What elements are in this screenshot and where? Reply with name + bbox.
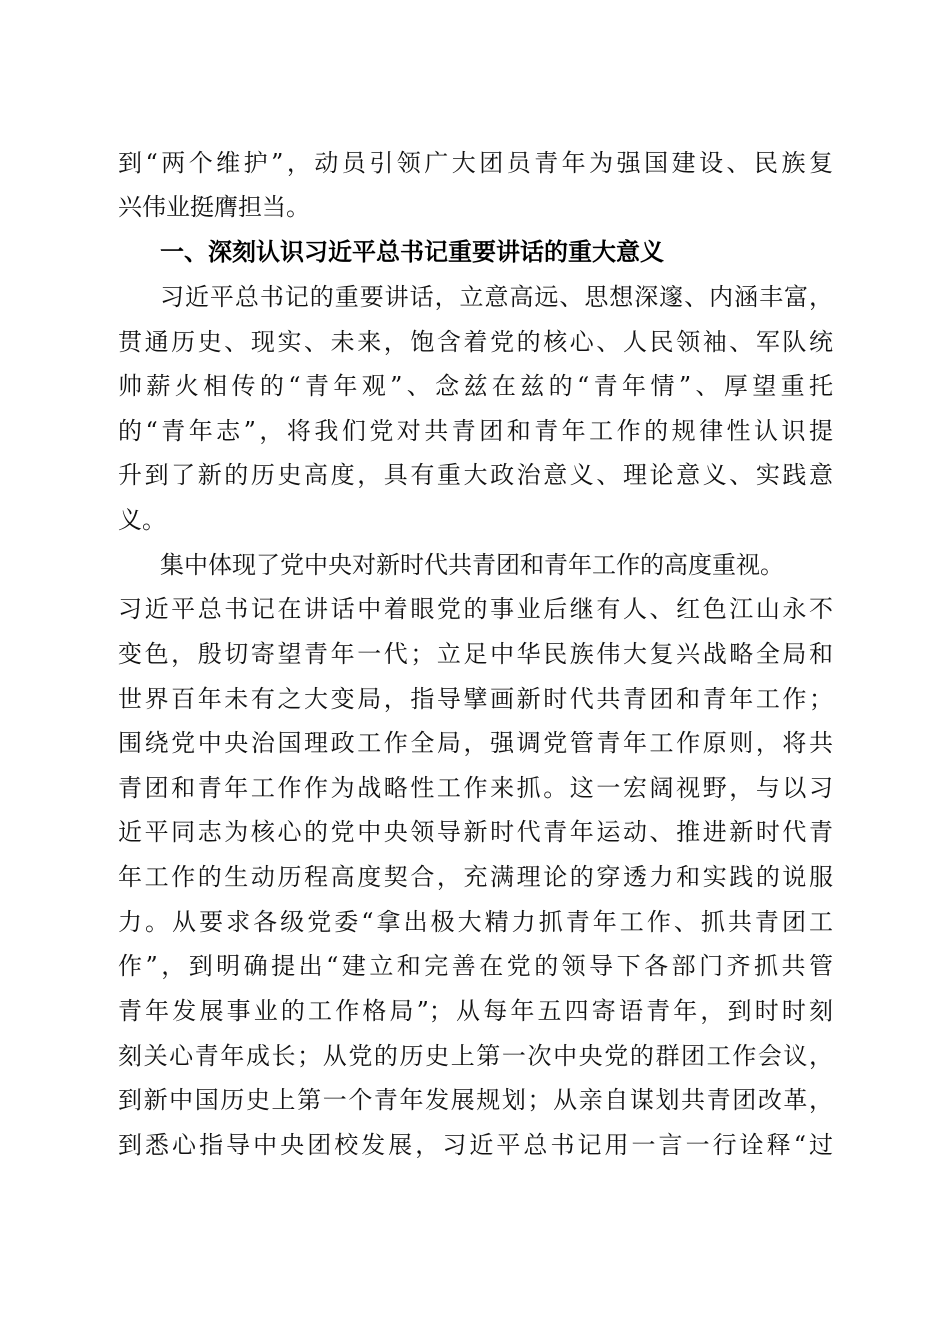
text-line: 近平同志为核心的党中央领导新时代青年运动、推进新时代青: [118, 818, 833, 846]
text-line: 青年发展事业的工作格局”；从每年五四寄语青年，到时时刻: [118, 997, 833, 1025]
text-line: 青团和青年工作作为战略性工作来抓。这一宏阔视野，与以习: [118, 774, 833, 802]
text-line: 集中体现了党中央对新时代共青团和青年工作的高度重视。: [160, 551, 784, 579]
text-line: 作”，到明确提出“建立和完善在党的领导下各部门齐抓共管: [118, 952, 833, 980]
text-line: 习近平总书记的重要讲话，立意高远、思想深邃、内涵丰富，: [160, 283, 833, 311]
text-line: 习近平总书记在讲话中着眼党的事业后继有人、红色江山永不: [118, 595, 833, 623]
text-line: 兴伟业挺膺担当。: [118, 193, 310, 221]
text-line: 世界百年未有之大变局，指导擘画新时代共青团和青年工作；: [118, 685, 833, 713]
text-line: 到悉心指导中央团校发展，习近平总书记用一言一行诠释“过: [118, 1131, 833, 1159]
text-line: 升到了新的历史高度，具有重大政治意义、理论意义、实践意: [118, 461, 833, 489]
text-line: 刻关心青年成长；从党的历史上第一次中央党的群团工作会议，: [118, 1042, 833, 1070]
text-line: 贯通历史、现实、未来，饱含着党的核心、人民领袖、军队统: [118, 328, 833, 356]
text-line: 围绕党中央治国理政工作全局，强调党管青年工作原则，将共: [118, 729, 833, 757]
section-heading: 一、深刻认识习近平总书记重要讲话的重大意义: [160, 238, 664, 266]
text-line: 帅薪火相传的“青年观”、念兹在兹的“青年情”、厚望重托: [118, 372, 833, 400]
text-line: 义。: [118, 506, 166, 534]
text-line: 的“青年志”，将我们党对共青团和青年工作的规律性认识提: [118, 417, 833, 445]
text-line: 变色，殷切寄望青年一代；立足中华民族伟大复兴战略全局和: [118, 640, 833, 668]
text-line: 到新中国历史上第一个青年发展规划；从亲自谋划共青团改革，: [118, 1086, 833, 1114]
text-line: 力。从要求各级党委“拿出极大精力抓青年工作、抓共青团工: [118, 908, 833, 936]
text-line: 到“两个维护”，动员引领广大团员青年为强国建设、民族复: [118, 149, 833, 177]
text-line: 年工作的生动历程高度契合，充满理论的穿透力和实践的说服: [118, 863, 833, 891]
